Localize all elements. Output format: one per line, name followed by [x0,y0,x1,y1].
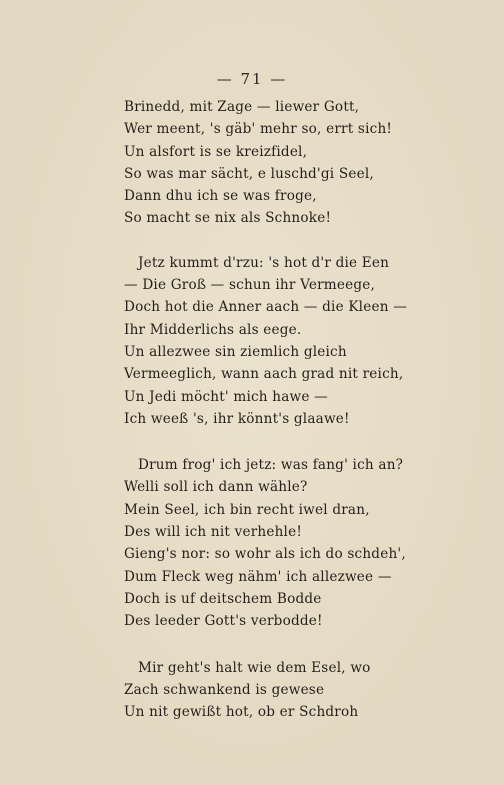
poem-line: Dann dhu ich se was froge, [124,188,317,205]
poem-line: Drum frog' ich jetz: was fang' ich an? [138,457,404,474]
poem-line: Des leeder Gott's verbodde! [124,613,323,630]
poem-line: Vermeeglich, wann aach grad nit reich, [124,366,404,383]
poem-line: Des will ich nit verhehle! [124,524,302,541]
poem-line: So was mar sächt, e luschd'gi Seel, [124,165,374,182]
poem-line: Zach schwankend is gewese [124,681,325,698]
stanza-gap [124,230,424,252]
stanza-gap [124,633,424,657]
poem-line: Jetz kummt d'rzu: 's hot d'r die Een [138,254,390,271]
poem-line: Wer meent, 's gäb' mehr so, errt sich! [124,121,393,138]
poem [124,96,424,723]
poem-line: Welli soll ich dann wähle? [124,479,308,496]
poem-line: Doch hot die Anner aach — die Kleen — [124,299,407,316]
poem-line: Dum Fleck weg nähm' ich allezwee — [124,568,392,585]
stanza-gap [124,430,424,454]
poem-line: — Die Groß — schun ihr Vermeege, [124,277,376,294]
poem-line: Un nit gewißt hot, ob er Schdroh [124,704,359,721]
poem-line: Mein Seel, ich bin recht iwel dran, [124,501,370,518]
poem-line: Un Jedi möcht' mich hawe — [124,388,328,405]
poem-line: Gieng's nor: so wohr als ich do schdeh', [124,546,406,563]
poem-line: Ich weeß 's, ihr könnt's glaawe! [124,410,350,427]
stanza-2 [124,252,424,430]
poem-line: So macht se nix als Schnoke! [124,210,332,227]
stanza-4 [124,657,424,724]
poem-line: Ihr Midderlichs als eege. [124,321,302,338]
poem-line: Mir geht's halt wie dem Esel, wo [138,659,371,676]
poem-line: Un alsfort is se kreizfidel, [124,143,308,160]
stanza-3 [124,454,424,632]
page-number: — 71 — [216,70,288,88]
stanza-1 [124,96,424,230]
poem-line: Un allezwee sin ziemlich gleich [124,343,347,360]
poem-line: Brinedd, mit Zage — liewer Gott, [124,99,360,115]
poem-line: Doch is uf deitschem Bodde [124,590,322,607]
